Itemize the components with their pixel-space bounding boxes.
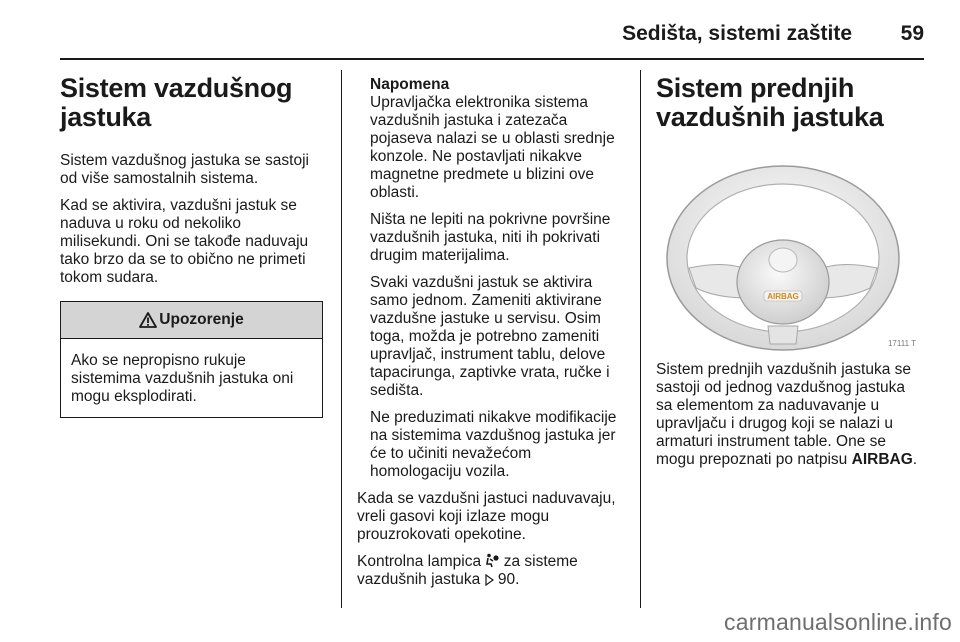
airbag-word: AIRBAG [851,451,913,468]
wheel-airbag-label: AIRBAG [767,292,799,301]
section-heading-front-airbag: Sistem prednjih vazdušnih jastuka [656,73,884,132]
header-title: Sedišta, sistemi zaštite [622,22,852,45]
lamp-text-middle: za sisteme vazdušnih jastuka [357,553,578,588]
paragraph: Kad se aktivira, vazdušni jastuk se naduva u roku od nekoliko milisekundi. Oni se takođe naduvaju tako brzo da se to obično ne primeti tokom sudara. [60,197,309,286]
header-divider [60,58,924,60]
warning-box [60,301,323,418]
lamp-text-prefix: Kontrolna lampica [357,553,482,570]
note-paragraph: Ne preduzimati nikakve modifikacije na sistemima vazdušnog jastuka jer će to učiniti nevažećom homologaciju vozila. [370,409,617,480]
note-paragraph: Ništa ne lepiti na pokrivne površine vazdušnih jastuka, niti ih pokrivati drugim materijalima. [370,211,611,264]
column-2 [357,70,625,589]
page-reference-link[interactable]: 90. [497,571,520,588]
steering-wheel-figure [656,148,920,352]
warning-text: Ako se nepropisno rukuje sistemima vazdušnih jastuka oni mogu eksplodirati. [71,352,294,405]
paragraph: Sistem vazdušnog jastuka se sastoji od više samostalnih sistema. [60,152,309,187]
section-heading-airbag-system: Sistem vazdušnog jastuka [60,73,293,132]
column-divider-2 [640,70,641,608]
figure-code: 17111 T [887,339,916,348]
paragraph-front-airbag [656,361,924,469]
warning-triangle-icon [139,312,157,328]
watermark: carmanualsonline.info [724,609,952,635]
airbag-lamp-icon [485,553,499,568]
paragraph: Kada se vazdušni jastuci naduvavaju, vreli gasovi koji izlaze mogu prouzrokovati opekotine. [357,490,616,543]
front-airbag-text: Sistem prednjih vazdušnih jastuka se sastoji od jednog vazdušnog jastuka sa elementom za naduvavanje u upravljaču i drugog koji se nalazi u armaturi instrument table. One se mogu prepoznati po natpisu [656,361,912,468]
warning-header [61,302,322,339]
page-number: 59 [900,22,924,45]
paragraph-warning-lamp [357,553,625,589]
sentence-end: . [912,451,918,468]
page-ref-triangle-icon [485,574,494,586]
column-3 [656,70,924,469]
steering-wheel-image [656,148,920,352]
column-divider-1 [341,70,342,608]
warning-title: Upozorenje [159,311,244,328]
note-title: Napomena [370,76,450,93]
page-header [60,12,924,52]
note-paragraph: Svaki vazdušni jastuk se aktivira samo jednom. Zameniti aktivirane vazdušne jastuke u servisu. Osim toga, možda je potrebno zameniti upravljač, instrument tablu, delove tapacirunga, zaptivke vrata, ručke i sedišta. [370,274,610,399]
column-1 [60,70,325,418]
note-paragraph: Upravljačka elektronika sistema vazdušnih jastuka i zatezača pojaseva nalazi se u oblasti srednje konzole. Ne postavljati nikakve magnetne predmete u blizini ove oblasti. [370,94,615,201]
